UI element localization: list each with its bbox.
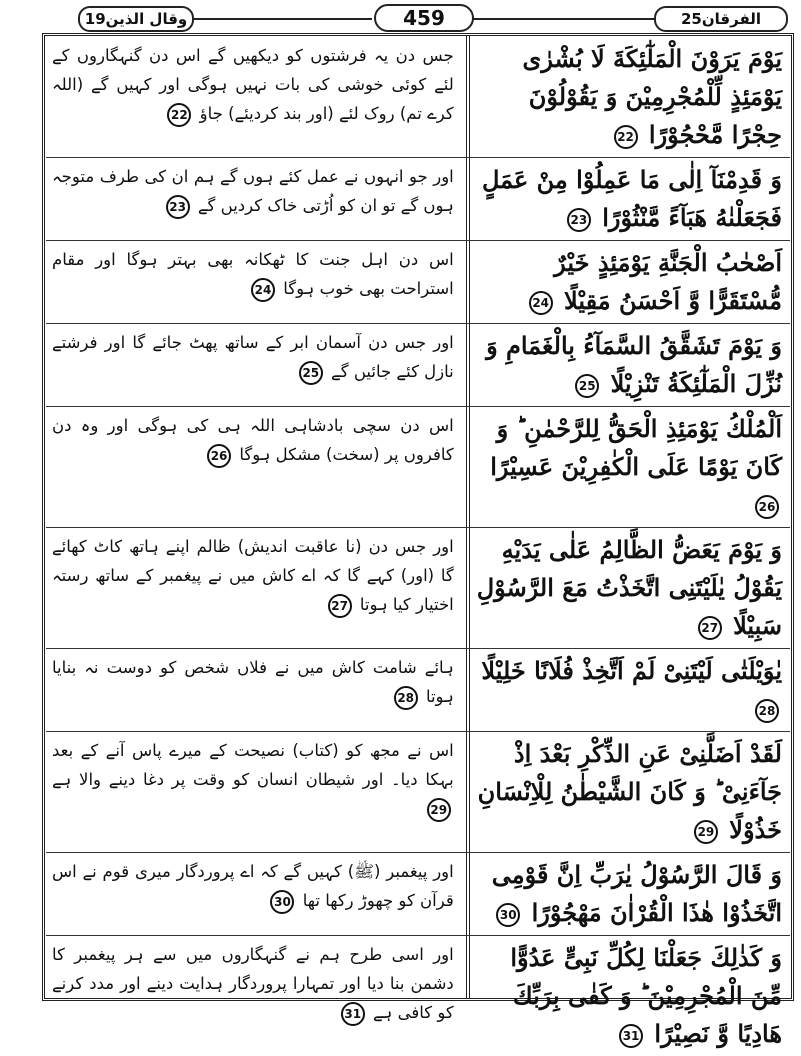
surah-label: الفرقان25 [654,6,788,32]
verse-row [46,935,790,1056]
header-rule-right [472,18,656,20]
verse-row [46,157,790,240]
urdu-translation [46,528,462,648]
urdu-translation [46,37,462,157]
arabic-verse [466,37,790,157]
verse-number-marker: 25 [575,374,599,398]
verse-number-marker: 24 [529,291,553,315]
urdu-translation [46,649,462,731]
arabic-verse [466,528,790,648]
verse-number-marker: 28 [394,686,418,710]
urdu-translation [46,241,462,323]
arabic-verse [466,407,790,527]
urdu-text: اور جس دن آسمان ابر کے ساتھ پھٹ جائے گا اور فرشتے نازل کئے جائیں گے [52,333,454,381]
verse-row [46,648,790,731]
verse-number-marker: 26 [755,495,779,519]
verse-number-marker: 23 [567,208,591,232]
arabic-verse [466,649,790,731]
verse-number-marker: 29 [694,820,718,844]
urdu-text: جس دن یہ فرشتوں کو دیکھیں گے اس دن گنہگاروں کے لئے کوئی خوشی کی بات نہیں ہوگی اور کہیں گے (اللہ کرے تم) روک لئے (اور بند کردیئے) جاؤ [52,46,454,123]
arabic-verse [466,936,790,1056]
arabic-text: يٰوَيْلَتٰى لَيْتَنِىْ لَمْ اَتَّخِذْ فُلَانًا خَلِيْلًا [481,656,782,685]
arabic-text: وَ كَذٰلِكَ جَعَلْنَا لِكُلِّ نَبِىٍّ عَدُوًّا مِّنَ الْمُجْرِمِيْنَ ؕ وَ كَفٰى بِرَبِّكَ هَادِيًا وَّ نَصِيْرًا [510,943,782,1048]
verse-number-marker: 26 [207,444,231,468]
verse-number-marker: 31 [619,1024,643,1048]
arabic-verse [466,324,790,406]
verse-number-marker: 28 [755,699,779,723]
arabic-verse [466,158,790,240]
verse-number-marker: 27 [328,594,352,618]
verse-number-marker: 31 [341,1002,365,1026]
arabic-verse [466,241,790,323]
verse-table [46,37,790,1056]
urdu-text: اور پیغمبر (ﷺ) کہیں گے کہ اے پروردگار میری قوم نے اس قرآن کو چھوڑ رکھا تھا [52,862,454,910]
verse-number-marker: 25 [299,361,323,385]
verse-row [46,731,790,852]
urdu-translation [46,158,462,240]
urdu-text: ہائے شامت کاش میں نے فلاں شخص کو دوست نہ بنایا ہوتا [52,658,454,706]
arabic-verse [466,732,790,852]
verse-row [46,406,790,527]
arabic-text: وَ قَالَ الرَّسُوْلُ يٰرَبِّ اِنَّ قَوْمِى اتَّخَذُوْا هٰذَا الْقُرْاٰنَ مَهْجُوْرًا [491,860,782,927]
arabic-text: لَقَدْ اَضَلَّنِىْ عَنِ الذِّكْرِ بَعْدَ اِذْ جَآءَنِىْ ؕ وَ كَانَ الشَّيْطٰنُ لِلْاِنْسَانِ خَذُوْلًا [477,739,782,844]
juz-label: وقال الذین19 [78,6,194,32]
arabic-text: وَ قَدِمْنَآ اِلٰى مَا عَمِلُوْا مِنْ عَمَلٍ فَجَعَلْنٰهُ هَبَآءً مَّنْثُوْرًا [481,165,782,232]
arabic-text: وَ يَوْمَ تَشَقَّقُ السَّمَآءُ بِالْغَمَامِ وَ نُزِّلَ الْمَلٰٓئِكَةُ تَنْزِيْلًا [486,331,782,398]
verse-number-marker: 27 [698,616,722,640]
arabic-text: اَلْمُلْكُ يَوْمَئِذِ الْحَقُّ لِلرَّحْمٰنِ ؕ وَ كَانَ يَوْمًا عَلَى الْكٰفِرِيْنَ عَسِيْرًا [490,414,782,481]
verse-row [46,240,790,323]
verse-number-marker: 30 [270,890,294,914]
verse-number-marker: 30 [496,903,520,927]
page-header [60,4,790,30]
verse-number-marker: 29 [427,798,451,822]
urdu-text: اس دن سچی بادشاہی اللہ ہی کی ہوگی اور وہ دن کافروں پر (سخت) مشکل ہوگا [52,416,454,464]
verse-row [46,37,790,157]
verse-row [46,527,790,648]
urdu-translation [46,853,462,935]
urdu-text: اس نے مجھ کو (کتاب) نصیحت کے میرے پاس آنے کے بعد بہکا دیا۔ اور شیطان انسان کو وقت پر دغا دینے والا ہے [52,741,454,789]
urdu-text: اور جس دن (نا عاقبت اندیش) ظالم اپنے ہاتھ کاٹ کھائے گا (اور) کہے گا کہ اے کاش میں نے پیغمبر کے ساتھ رستہ اختیار کیا ہوتا [52,537,454,614]
urdu-text: اور اسی طرح ہم نے گنہگاروں میں سے ہر پیغمبر کا دشمن بنا دیا اور تمہارا پروردگار ہدایت دینے اور مدد کرنے کو کافی ہے [52,945,454,1022]
arabic-text: اَصْحٰبُ الْجَنَّةِ يَوْمَئِذٍ خَيْرٌ مُّسْتَقَرًّا وَّ اَحْسَنُ مَقِيْلًا [554,248,782,315]
verse-number-marker: 22 [167,103,191,127]
urdu-text: اور جو انہوں نے عمل کئے ہوں گے ہم ان کی طرف متوجہ ہوں گے تو ان کو اُڑتی خاک کردیں گے [52,167,454,215]
verse-number-marker: 22 [614,125,638,149]
urdu-translation [46,936,462,1056]
verse-row [46,323,790,406]
arabic-verse [466,853,790,935]
verse-row [46,852,790,935]
urdu-translation [46,407,462,527]
urdu-translation [46,732,462,852]
arabic-text: يَوْمَ يَرَوْنَ الْمَلٰٓئِكَةَ لَا بُشْرٰى يَوْمَئِذٍ لِّلْمُجْرِمِيْنَ وَ يَقُوْلُوْنَ حِجْرًا مَّحْجُوْرًا [522,44,782,149]
urdu-translation [46,324,462,406]
arabic-text: وَ يَوْمَ يَعَضُّ الظَّالِمُ عَلٰى يَدَيْهِ يَقُوْلُ يٰلَيْتَنِى اتَّخَذْتُ مَعَ الرَّسُوْلِ سَبِيْلًا [476,535,782,640]
verse-number-marker: 23 [166,195,190,219]
header-rule-left [192,18,372,20]
verse-number-marker: 24 [251,278,275,302]
urdu-text: اس دن اہل جنت کا ٹھکانہ بھی بہتر ہوگا اور مقام استراحت بھی خوب ہوگا [52,250,454,298]
page-number: 459 [374,4,474,32]
